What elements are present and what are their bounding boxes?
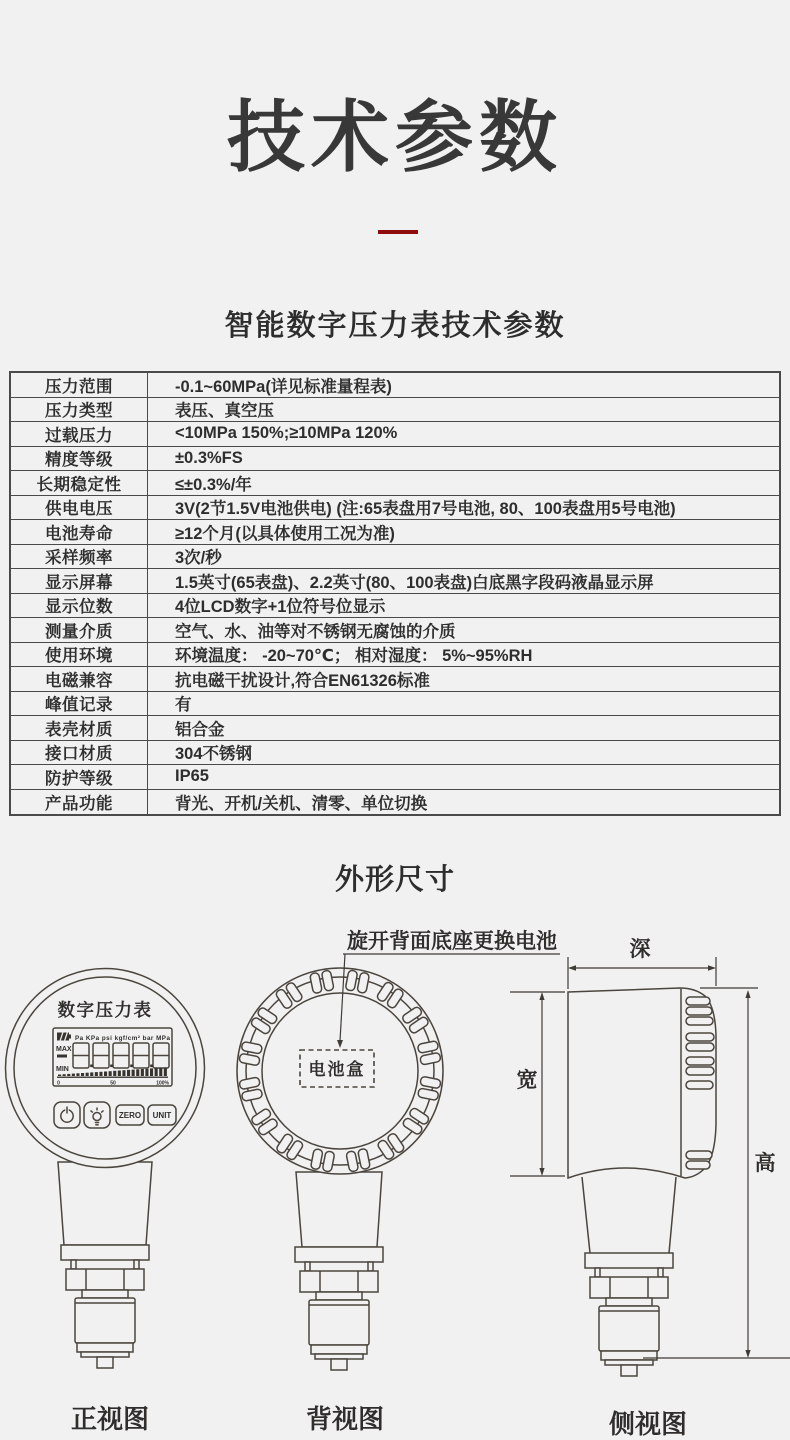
side-neck-left [582,1177,590,1253]
title-divider-dash [378,230,418,234]
side-neck-right [669,1177,676,1253]
table-row [11,569,779,594]
battery-icon [57,1032,71,1041]
table-row [11,741,779,766]
spec-value-cell: 1.5英寸(65表盘)、2.2英寸(80、100表盘)白底黑字段码液晶显示屏 [175,573,654,592]
table-row [11,618,779,643]
depth-dimension-label: 深 [629,938,651,961]
spec-label-cell: 压力类型 [11,398,148,422]
lcd-scale-100: 100% [156,1080,169,1087]
table-row [11,422,779,447]
depth-dimension [568,938,716,989]
height-dimension-label: 高 [754,1152,776,1175]
lcd-unit-row: Pa KPa psi kgf/cm² bar MPa [75,1035,170,1042]
table-row [11,643,779,668]
spec-value-cell: 3次/秒 [175,549,222,568]
spec-value-cell: 304不锈钢 [175,745,253,764]
back-view-label: 背视图 [305,1404,385,1434]
lcd-minus-sign [57,1055,67,1058]
spec-value-cell: 环境温度： -20~70℃； 相对湿度： 5%~95%RH [175,647,533,666]
spec-value-cell: <10MPa 150%;≥10MPa 120% [175,424,398,443]
dimension-drawings [0,920,790,1440]
spec-label-cell: 表壳材质 [11,716,148,740]
spec-label-cell: 长期稳定性 [11,471,148,495]
spec-label-cell: 供电电压 [11,496,148,520]
unit-button-label: UNIT [152,1111,172,1121]
dimensions-section-title: 外形尺寸 [334,864,455,896]
table-row [11,790,779,815]
spec-value-cell: 背光、开机/关机、清零、单位切换 [175,794,428,813]
table-row [11,667,779,692]
spec-value-cell: ±0.3%FS [175,448,243,467]
gauge-title: 数字压力表 [57,1000,153,1020]
side-view-label: 侧视图 [608,1409,688,1439]
spec-label-cell: 电磁兼容 [11,667,148,691]
lcd-min-label: MIN [56,1066,69,1073]
spec-value-cell: 有 [175,696,192,715]
spec-label-cell: 接口材质 [11,741,148,765]
back-neck [296,1172,382,1247]
table-row [11,594,779,619]
front-view-label: 正视图 [70,1404,150,1434]
spec-value-cell: ≤±0.3%/年 [175,475,252,494]
width-dimension-label: 宽 [516,1069,538,1092]
spec-label-cell: 产品功能 [11,790,148,815]
table-row [11,520,779,545]
spec-label-cell: 压力范围 [11,373,148,397]
spec-subtitle: 智能数字压力表技术参数 [224,310,566,342]
spec-value-cell: 抗电磁干扰设计,符合EN61326标准 [175,671,430,690]
spec-label-cell: 使用环境 [11,643,148,667]
battery-box-label: 电池盒 [308,1060,366,1079]
spec-label-cell: 采样频率 [11,545,148,569]
spec-label-cell: 峰值记录 [11,692,148,716]
spec-value-cell: 3V(2节1.5V电池供电) (注:65表盘用7号电池, 80、100表盘用5号电池) [175,500,676,519]
spec-label-cell: 测量介质 [11,618,148,642]
battery-note-text: 旋开背面底座更换电池 [347,930,557,953]
table-row [11,545,779,570]
front-neck [58,1162,152,1245]
lcd-max-label: MAX [56,1046,72,1053]
table-row [11,765,779,790]
lcd-scale-50: 50 [110,1080,116,1087]
spec-label-cell: 显示位数 [11,594,148,618]
spec-value-cell: 表压、真空压 [175,402,274,421]
table-row [11,447,779,472]
table-row [11,496,779,521]
table-row [11,398,779,423]
front-view-drawing [6,969,205,1435]
spec-label-cell: 防护等级 [11,765,148,789]
spec-label-cell: 显示屏幕 [11,569,148,593]
lcd-scale-0: 0 [57,1080,60,1087]
width-dimension [510,992,565,1176]
table-row [11,716,779,741]
spec-label-cell: 过载压力 [11,422,148,446]
spec-value-cell: 铝合金 [175,720,225,739]
spec-value-cell: ≥12个月(以具体使用工况为准) [175,524,395,543]
table-row [11,471,779,496]
table-row [11,692,779,717]
spec-value-cell: 4位LCD数字+1位符号位显示 [175,598,386,617]
spec-table [9,371,781,816]
spec-label-cell: 电池寿命 [11,520,148,544]
spec-value-cell: -0.1~60MPa(详见标准量程表) [175,377,392,396]
back-pressure-port [295,1247,383,1370]
spec-value-cell: IP65 [175,767,209,786]
front-pressure-port [61,1245,149,1368]
spec-value-cell: 空气、水、油等对不锈钢无腐蚀的介质 [175,622,456,641]
spec-label-cell: 精度等级 [11,447,148,471]
side-view-drawing [510,938,790,1439]
zero-button-label: ZERO [118,1111,142,1121]
page-title: 技术参数 [226,93,563,181]
table-row [11,373,779,398]
